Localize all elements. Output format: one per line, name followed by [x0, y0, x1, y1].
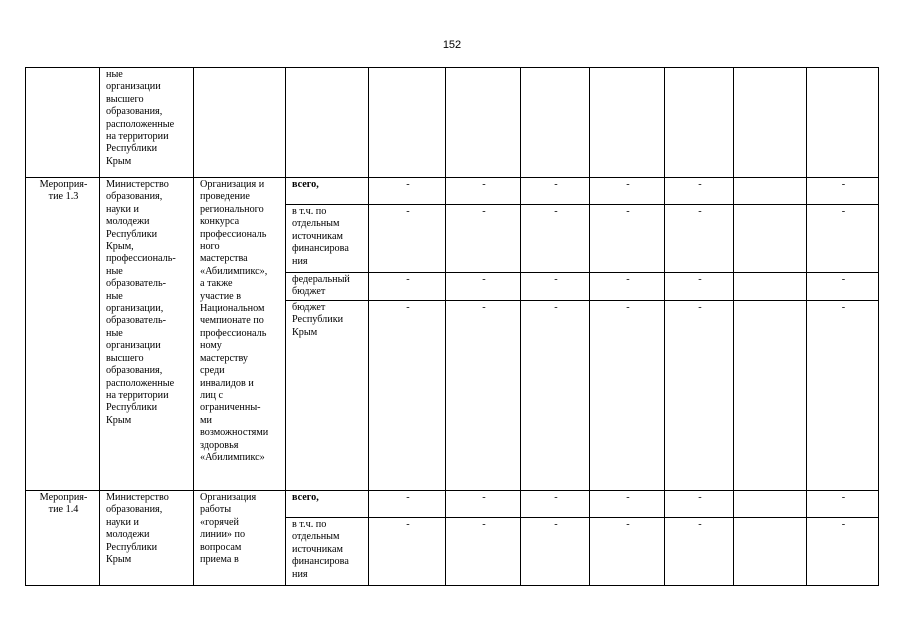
value-cell — [521, 68, 590, 178]
funding-source-cell: в т.ч. по отдельным источникам финансирова ния — [286, 205, 369, 273]
value-cell: - — [807, 273, 879, 301]
value-cell: - — [446, 301, 521, 491]
value-cell: - — [590, 205, 665, 273]
value-cell: - — [369, 518, 446, 586]
value-cell: - — [521, 205, 590, 273]
value-cell: - — [369, 273, 446, 301]
responsible-cell: ные организации высшего образования, расположенные на территории Республики Крым — [100, 68, 194, 178]
value-cell: - — [521, 491, 590, 518]
value-cell: - — [446, 273, 521, 301]
value-cell — [734, 491, 807, 518]
funding-source-cell: федеральный бюджет — [286, 273, 369, 301]
description-cell — [194, 68, 286, 178]
description-cell: Организация работы «горячей линии» по вопросам приема в — [194, 491, 286, 586]
value-cell — [734, 68, 807, 178]
value-cell — [734, 205, 807, 273]
page-number: 152 — [442, 39, 462, 51]
value-cell: - — [807, 491, 879, 518]
value-cell: - — [665, 273, 734, 301]
program-table — [25, 67, 879, 586]
value-cell: - — [807, 178, 879, 205]
value-cell: - — [521, 518, 590, 586]
value-cell: - — [665, 491, 734, 518]
value-cell: - — [521, 301, 590, 491]
value-cell: - — [665, 205, 734, 273]
value-cell — [665, 68, 734, 178]
event-id-cell: Мероприя- тие 1.3 — [26, 178, 100, 491]
funding-source-cell: всего, — [286, 491, 369, 518]
value-cell: - — [665, 518, 734, 586]
funding-source-cell: бюджет Республики Крым — [286, 301, 369, 491]
responsible-cell: Министерство образования, науки и молодежи Республики Крым, профессиональ- ные образователь- ные организации, образователь- ные организации высшего образования, расположенные на территории Республики Крым — [100, 178, 194, 491]
value-cell: - — [446, 178, 521, 205]
value-cell: - — [807, 301, 879, 491]
value-cell: - — [590, 273, 665, 301]
value-cell: - — [807, 518, 879, 586]
value-cell — [369, 68, 446, 178]
event-id-cell: Мероприя- тие 1.4 — [26, 491, 100, 586]
value-cell: - — [446, 491, 521, 518]
table-row-continuation — [26, 68, 879, 178]
description-cell: Организация и проведение регионального конкурса профессиональ ного мастерства «Абилимпикс», а также участие в Национальном чемпионате по профессиональ ному мастерству среди инвалидов и лиц с ограниченны- ми возможностями здоровья «Абилимпикс» — [194, 178, 286, 491]
value-cell: - — [446, 205, 521, 273]
value-cell — [446, 68, 521, 178]
value-cell: - — [369, 491, 446, 518]
table-row — [26, 491, 879, 518]
value-cell: - — [590, 178, 665, 205]
value-cell: - — [369, 301, 446, 491]
value-cell: - — [590, 491, 665, 518]
value-cell: - — [807, 205, 879, 273]
event-id-cell — [26, 68, 100, 178]
value-cell: - — [521, 178, 590, 205]
funding-source-cell — [286, 68, 369, 178]
value-cell: - — [369, 205, 446, 273]
value-cell — [807, 68, 879, 178]
value-cell: - — [446, 518, 521, 586]
value-cell: - — [521, 273, 590, 301]
funding-source-cell: в т.ч. по отдельным источникам финансирова ния — [286, 518, 369, 586]
funding-source-cell: всего, — [286, 178, 369, 205]
value-cell — [734, 178, 807, 205]
value-cell: - — [590, 301, 665, 491]
table-body — [26, 68, 879, 586]
value-cell — [734, 301, 807, 491]
value-cell — [590, 68, 665, 178]
value-cell: - — [590, 518, 665, 586]
table-row — [26, 178, 879, 205]
value-cell: - — [665, 178, 734, 205]
value-cell — [734, 518, 807, 586]
value-cell: - — [665, 301, 734, 491]
value-cell — [734, 273, 807, 301]
responsible-cell: Министерство образования, науки и молодежи Республики Крым — [100, 491, 194, 586]
value-cell: - — [369, 178, 446, 205]
